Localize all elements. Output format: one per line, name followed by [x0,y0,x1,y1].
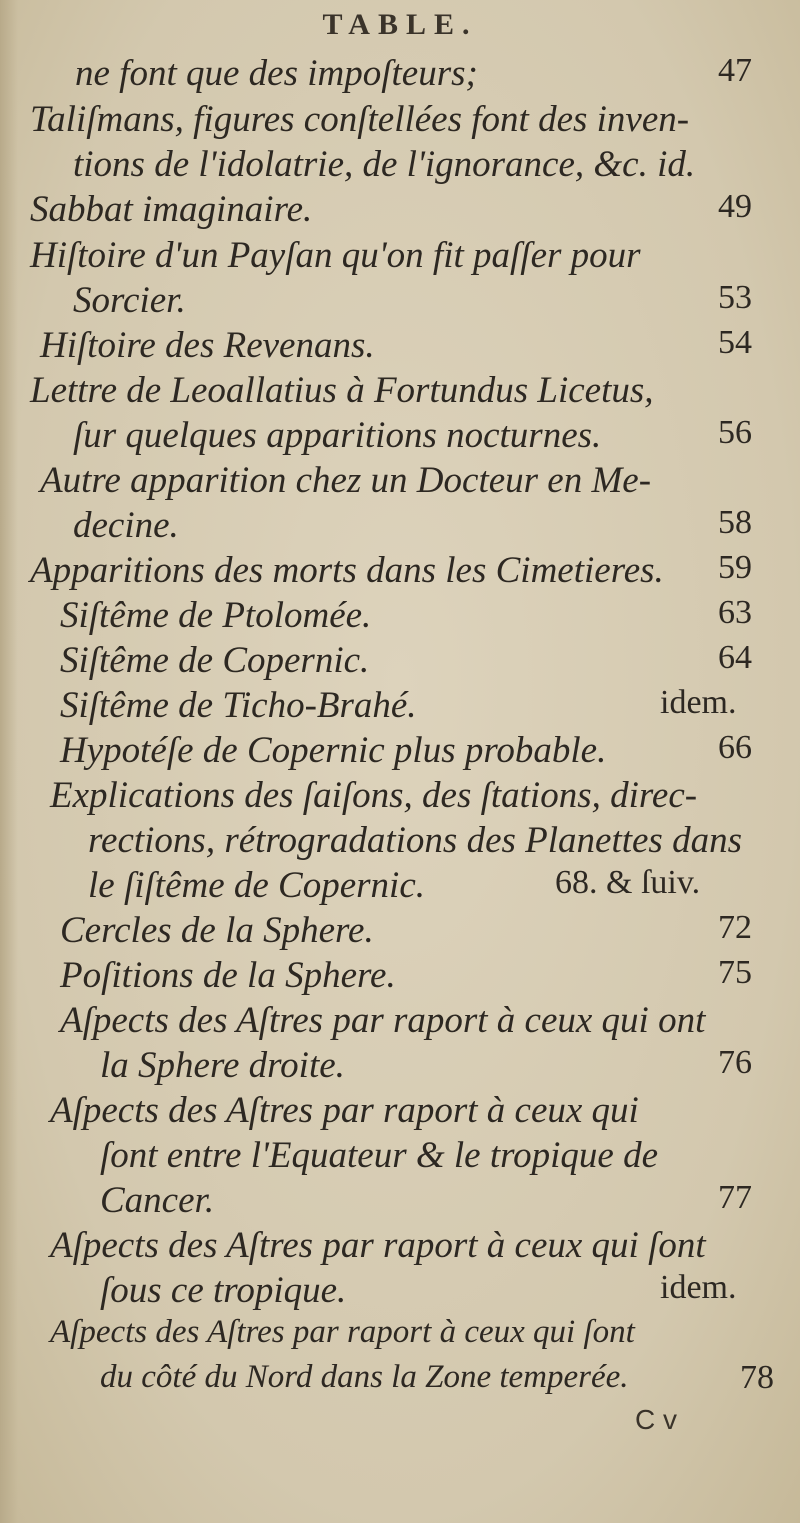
entry-page-number: 76 [718,1044,752,1081]
entry-line: Poſitions de la Sphere. [60,955,396,996]
entry-line: Apparitions des morts dans les Cimetieres. [30,550,664,591]
entry-line: ſur quelques apparitions nocturnes. [73,415,602,456]
entry-line: Hiſtoire d'un Payſan qu'on fit paſſer pour [30,235,641,276]
entry-line: le ſiſtême de Copernic. [88,865,426,906]
entry-line: Aſpects des Aſtres par raport à ceux qui ſont [50,1225,706,1266]
entry-line: tions de l'idolatrie, de l'ignorance, &c. id. [73,144,696,185]
entry-page-number: 58 [718,504,752,541]
signature-mark: C v [635,1404,677,1435]
entry-page-number: idem. [660,684,737,721]
entry-line: Sorcier. [73,280,186,321]
entry-line: Lettre de Leoallatius à Fortundus Licetus, [30,370,654,411]
entry-line: la Sphere droite. [100,1045,345,1086]
entry-line: Explications des ſaiſons, des ſtations, direc- [50,775,698,816]
entry-line: Siſtême de Copernic. [60,640,370,681]
entry-page-number: 49 [718,188,752,225]
entry-line: Aſpects des Aſtres par raport à ceux qui ſont [50,1314,635,1350]
entry-line: du côté du Nord dans la Zone temperée. [100,1359,629,1395]
entry-line: ſont entre l'Equateur & le tropique de [100,1135,659,1176]
entry-line: Cancer. [100,1180,215,1221]
entry-page-number: 68. & ſuiv. [555,864,701,901]
page-edge-shadow [0,0,18,1523]
entry-line: Taliſmans, figures conſtellées font des inven- [30,99,690,140]
entry-page-number: 54 [718,324,752,361]
entry-line: Aſpects des Aſtres par raport à ceux qui ont [60,1000,706,1041]
entry-line: Aſpects des Aſtres par raport à ceux qui [50,1090,639,1131]
entry-line: Autre apparition chez un Docteur en Me- [40,460,652,501]
entry-line: Sabbat imaginaire. [30,189,313,230]
entry-line: Hiſtoire des Revenans. [40,325,375,366]
entry-page-number: 64 [718,639,752,676]
entry-page-number: 47 [718,52,752,89]
entry-page-number: 53 [718,279,752,316]
entry-line: rections, rétrogradations des Planettes dans [88,820,742,861]
entry-line: Siſtême de Ptolomée. [60,595,372,636]
entry-line: Siſtême de Ticho-Brahé. [60,685,417,726]
entry-page-number: idem. [660,1269,737,1306]
entry-line: ſous ce tropique. [100,1270,347,1311]
entry-line: ne font que des impoſteurs; [75,53,478,94]
entry-page-number: 56 [718,414,752,451]
entry-page-number: 63 [718,594,752,631]
entry-page-number: 77 [718,1179,752,1216]
entry-line: decine. [73,505,179,546]
entry-page-number: 72 [718,909,752,946]
entry-page-number: 59 [718,549,752,586]
entry-line: Hypotéſe de Copernic plus probable. [60,730,607,771]
entry-line: Cercles de la Sphere. [60,910,374,951]
entry-page-number: 78 [740,1359,774,1396]
page-header: TABLE. [322,8,478,41]
entry-page-number: 66 [718,729,752,766]
entry-page-number: 75 [718,954,752,991]
